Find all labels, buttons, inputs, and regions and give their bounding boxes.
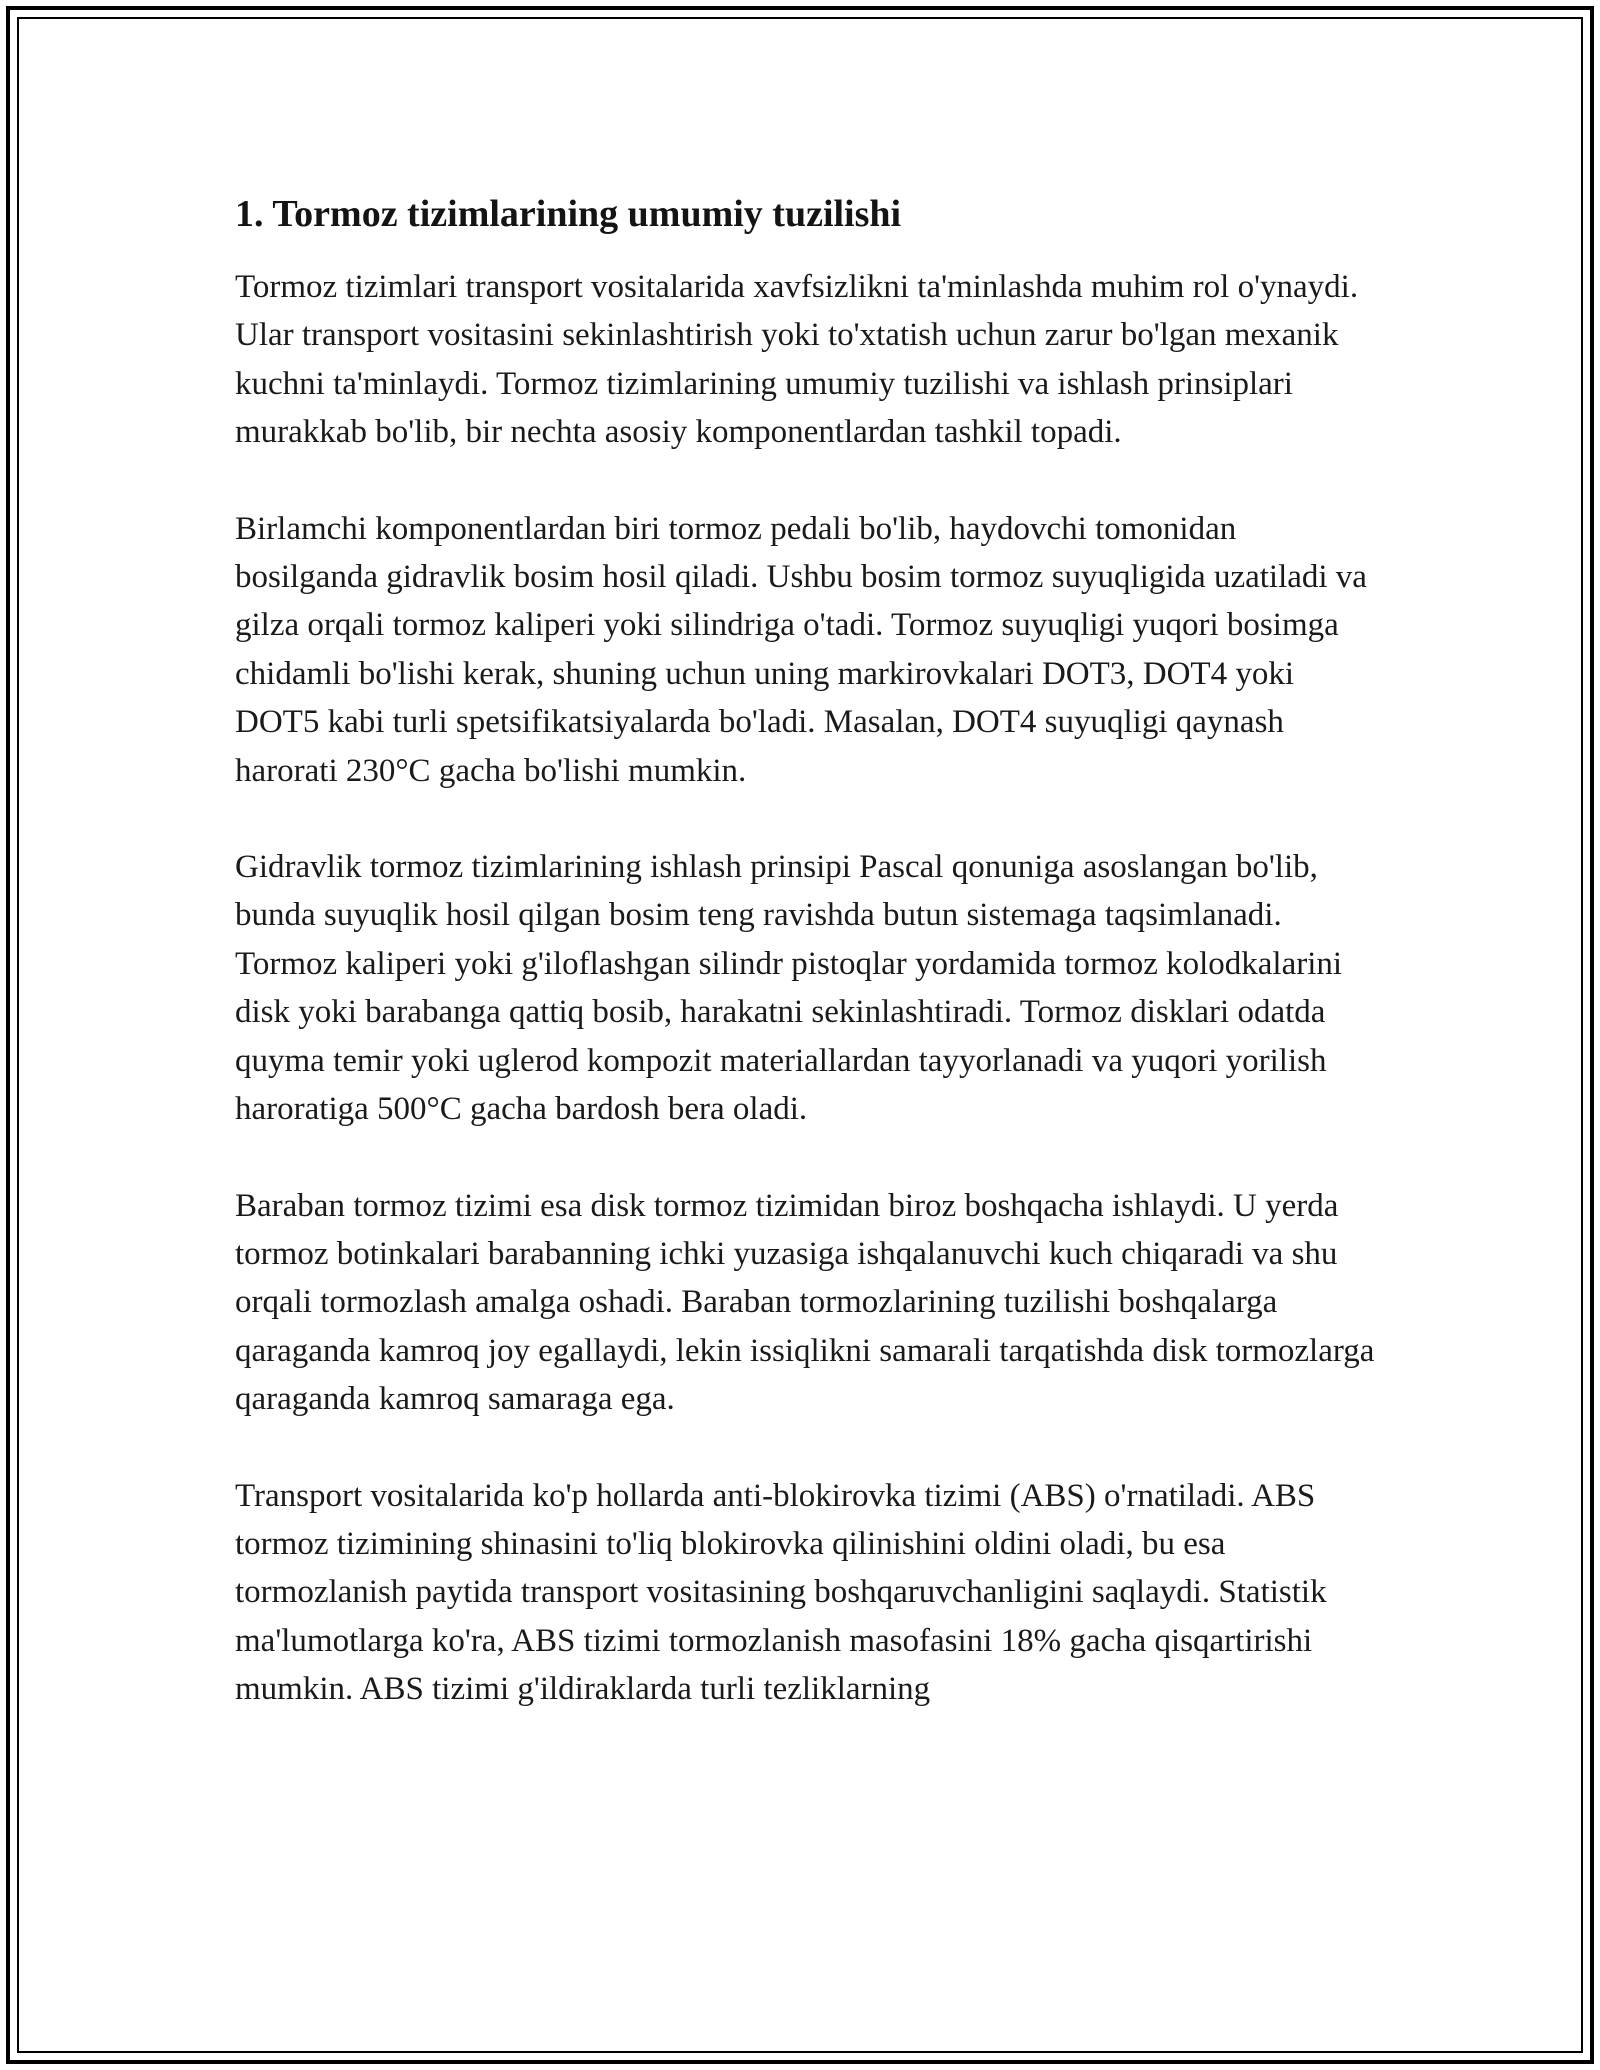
document-body — [235, 185, 1385, 1714]
paragraph-abs: Transport vositalarida ko'p hollarda anti-blokirovka tizimi (ABS) o'rnatiladi. ABS tormoz tizimining shinasini to'liq blokirovka qilinishini oldini oladi, bu esa tormozlanish paytida transport vositasining boshqaruvchanligini saqlaydi. Statistik ma'lumotlarga ko'ra, ABS tizimi tormozlanish masofasini 18% gacha qisqartirishi mumkin. ABS tizimi g'ildiraklarda turli tezliklarning — [235, 1477, 1327, 1708]
paragraph-hydraulic-principle: Gidravlik tormoz tizimlarining ishlash prinsipi Pascal qonuniga asoslangan bo'lib, bunda suyuqlik hosil qilgan bosim teng ravishda butun sistemaga taqsimlanadi. Tormoz kaliperi yoki g'iloflashgan silindr pistoqlar yordamida tormoz kolodkalarini disk yoki barabanga qattiq bosib, harakatni sekinlashtiradi. Tormoz disklari odatda quyma temir yoki uglerod kompozit materiallardan tayyorlanadi va yuqori yorilish haroratiga 500°C gacha bardosh bera oladi. — [235, 849, 1343, 1128]
paragraph-brake-pedal: Birlamchi komponentlardan biri tormoz pedali bo'lib, haydovchi tomonidan bosilganda gidravlik bosim hosil qiladi. Ushbu bosim tormoz suyuqligida uzatiladi va gilza orqali tormoz kaliperi yoki silindriga o'tadi. Tormoz suyuqligi yuqori bosimga chidamli bo'lishi kerak, shuning uchun uning markirovkalari DOT3, DOT4 yoki DOT5 kabi turli spetsifikatsiyalarda bo'ladi. Masalan, DOT4 suyuqligi qaynash harorati 230°C gacha bo'lishi mumkin. — [235, 510, 1367, 789]
section-heading: 1. Tormoz tizimlarining umumiy tuzilishi — [235, 193, 902, 235]
paragraph-drum-brakes: Baraban tormoz tizimi esa disk tormoz tizimidan biroz boshqacha ishlaydi. U yerda tormoz botinkalari barabanning ichki yuzasiga ishqalanuvchi kuch chiqaradi va shu orqali tormozlash amalga oshadi. Baraban tormozlarining tuzilishi boshqalarga qaraganda kamroq joy egallaydi, lekin issiqlikni samarali tarqatishda disk tormozlarga qaraganda kamroq samaraga ega. — [235, 1187, 1375, 1418]
paragraph-intro: Tormoz tizimlari transport vositalarida xavfsizlikni ta'minlashda muhim rol o'ynaydi. Ular transport vositasini sekinlashtirish yoki to'xtatish uchun zarur bo'lgan mexanik kuchni ta'minlaydi. Tormoz tizimlarining umumiy tuzilishi va ishlash prinsiplari murakkab bo'lib, bir nechta asosiy komponentlardan tashkil topadi. — [235, 269, 1359, 451]
